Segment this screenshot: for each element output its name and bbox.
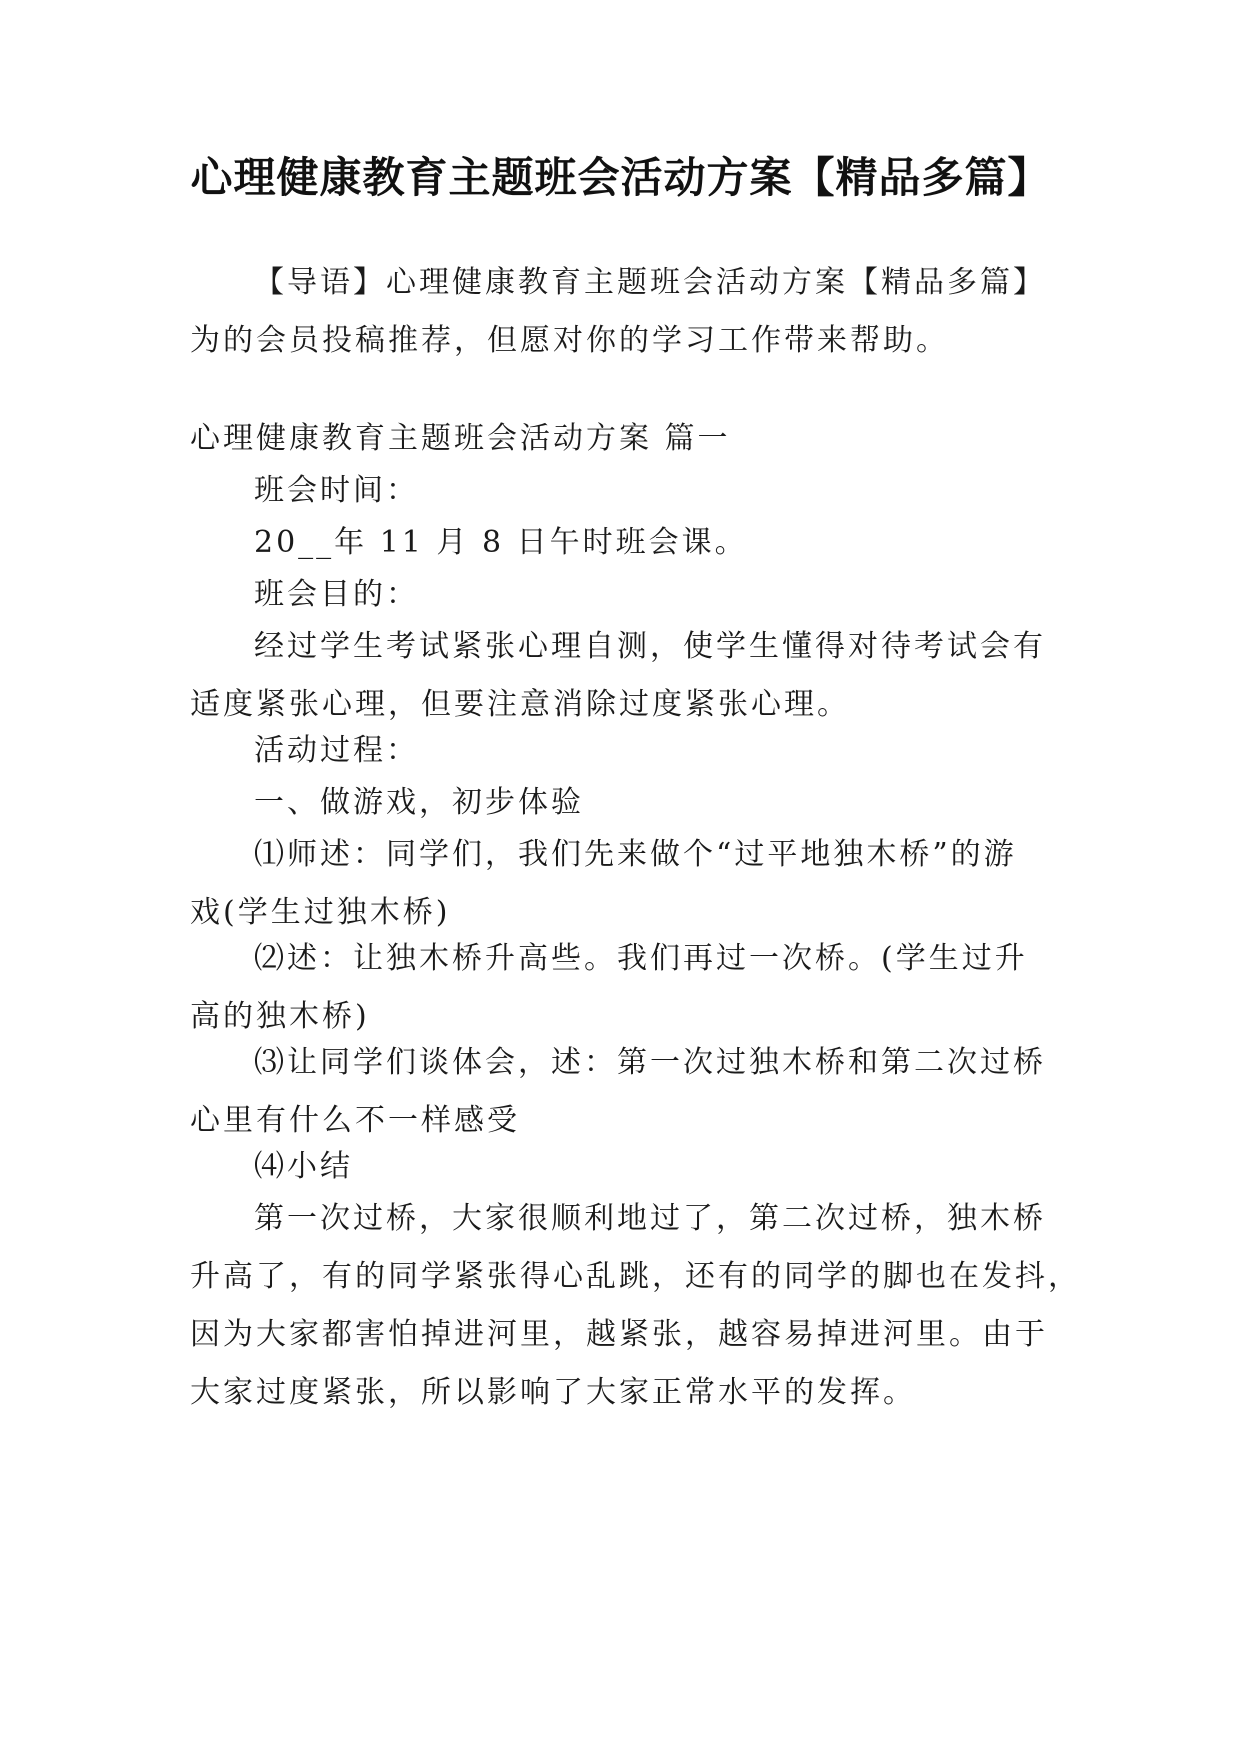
paragraph-line: 戏(学生过独木桥) (190, 895, 451, 930)
paragraph-meeting-goal-label (190, 566, 1042, 624)
paragraph-line: ⑴师述：同学们，我们先来做个“过平地独木桥”的游 (254, 837, 1017, 872)
paragraph-item-2 (190, 930, 1042, 1046)
paragraph-line: 第一次过桥，大家很顺利地过了，第二次过桥，独木桥 (254, 1201, 1046, 1236)
intro-paragraph (190, 254, 1046, 370)
paragraph-item-1 (190, 826, 1042, 942)
paragraph-meeting-time-label (190, 462, 1042, 520)
paragraph-item-4 (190, 1138, 1042, 1196)
paragraph-text: 班会目的： (254, 577, 419, 612)
section-heading: 心理健康教育主题班会活动方案 篇一 (190, 421, 731, 456)
paragraph-item-3 (190, 1034, 1046, 1150)
paragraph-step-one (190, 774, 1042, 832)
paragraph-line: 因为大家都害怕掉进河里，越紧张，越容易掉进河里。由于 (190, 1317, 1048, 1352)
intro-line-1: 【导语】心理健康教育主题班会活动方案【精品多篇】 (254, 265, 1046, 300)
paragraph-line: ⑵述：让独木桥升高些。我们再过一次桥。(学生过升 (254, 941, 1028, 976)
paragraph-line: 高的独木桥) (190, 999, 370, 1034)
paragraph-line: 升高了，有的同学紧张得心乱跳，还有的同学的脚也在发抖， (190, 1259, 1081, 1294)
paragraph-meeting-goal (190, 618, 1046, 734)
paragraph-line: 经过学生考试紧张心理自测，使学生懂得对待考试会有 (254, 629, 1046, 664)
paragraph-text: 一、做游戏，初步体验 (254, 785, 584, 820)
paragraph-text: 活动过程： (254, 733, 419, 768)
paragraph-line: 大家过度紧张，所以影响了大家正常水平的发挥。 (190, 1375, 916, 1410)
paragraph-activity-label (190, 722, 1042, 780)
paragraph-text: 班会时间： (254, 473, 419, 508)
intro-line-2: 为的会员投稿推荐，但愿对你的学习工作带来帮助。 (190, 323, 949, 358)
paragraph-meeting-time (190, 514, 1042, 572)
paragraph-line: 心里有什么不一样感受 (190, 1103, 520, 1138)
paragraph-line: ⑶让同学们谈体会，述：第一次过独木桥和第二次过桥 (254, 1045, 1046, 1080)
paragraph-summary (190, 1190, 1081, 1422)
paragraph-text: 20__年 11 月 8 日午时班会课。 (254, 525, 748, 560)
document-title: 心理健康教育主题班会活动方案【精品多篇】 (190, 153, 1051, 202)
paragraph-text: ⑷小结 (254, 1149, 353, 1184)
paragraph-line: 适度紧张心理，但要注意消除过度紧张心理。 (190, 687, 850, 722)
